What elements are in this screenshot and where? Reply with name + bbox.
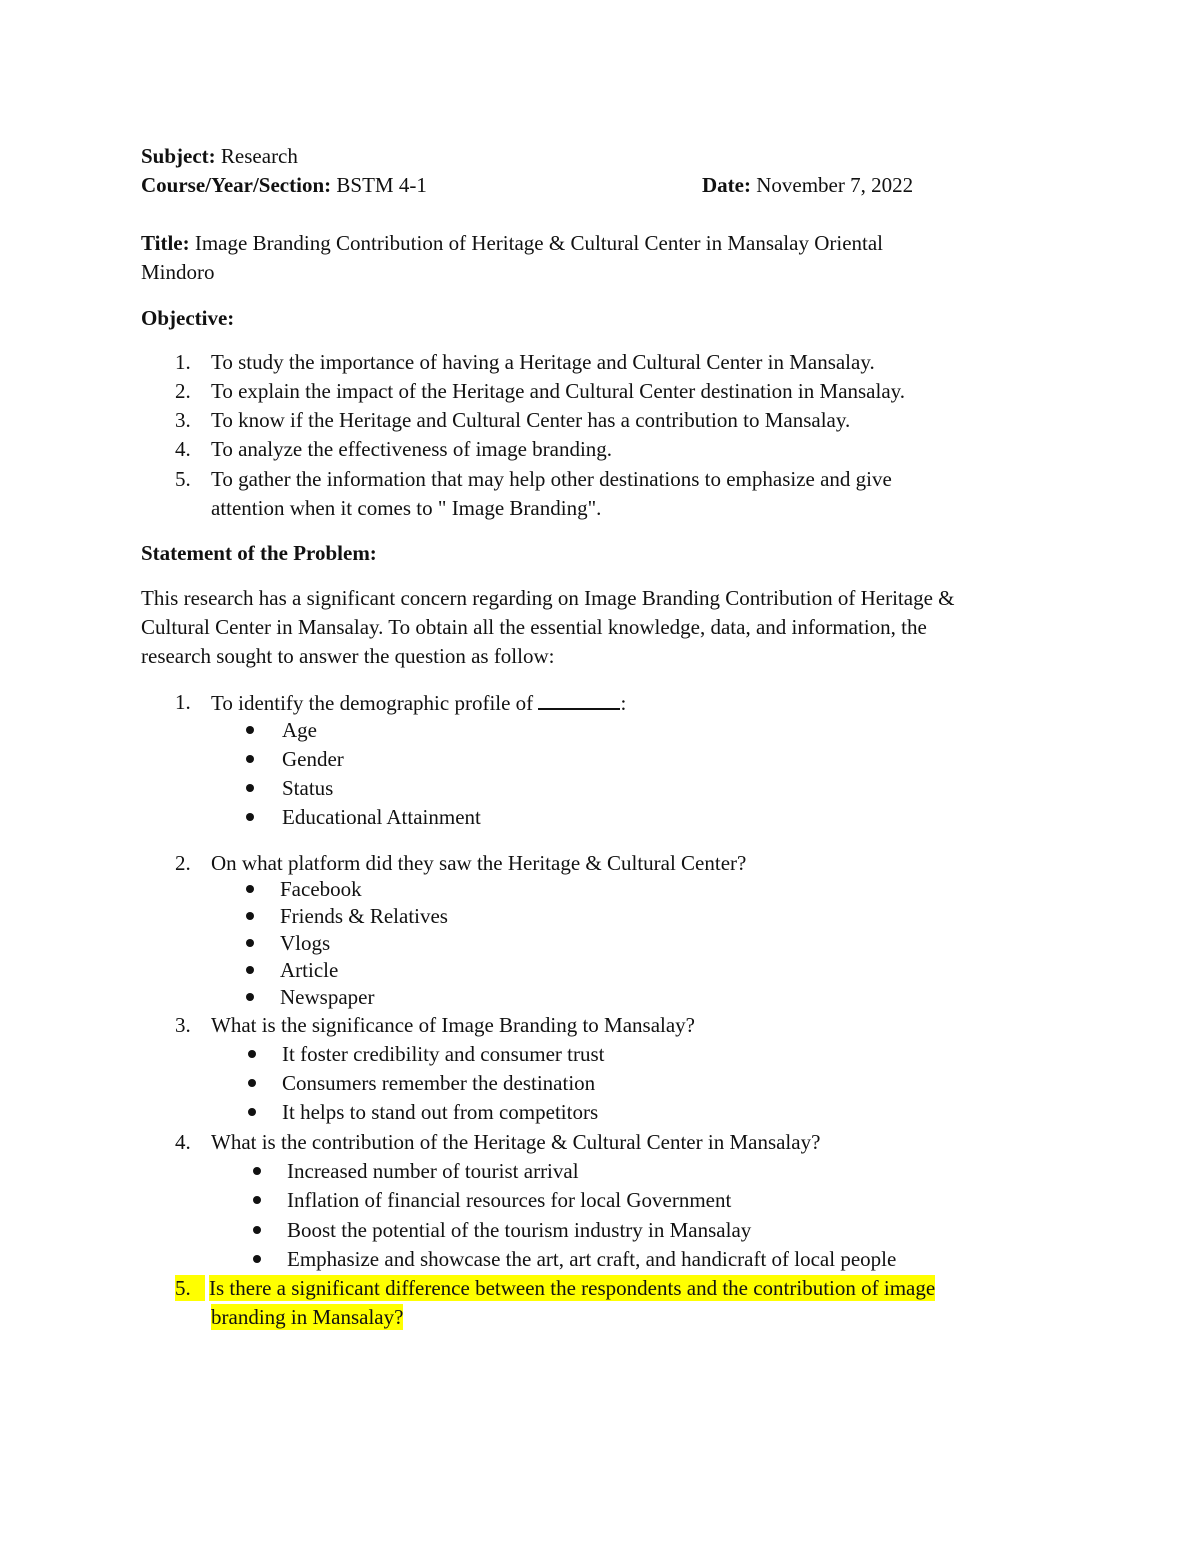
bullet-item: Friends & Relatives	[280, 904, 448, 928]
subject-label: Subject:	[141, 144, 216, 168]
list-item: To gather the information that may help other destinations to emphasize and give	[211, 467, 892, 491]
course-label: Course/Year/Section:	[141, 173, 332, 197]
bullet-dot	[253, 1167, 261, 1175]
list-number: 2.	[175, 379, 191, 403]
bullet-item: Newspaper	[280, 985, 375, 1009]
bullet-item: Increased number of tourist arrival	[287, 1159, 579, 1183]
list-number: 4.	[175, 437, 191, 461]
title-text-line1: Image Branding Contribution of Heritage & Cultural Center in Mansalay Oriental	[194, 231, 884, 255]
bullet-dot	[246, 885, 254, 893]
question-text: On what platform did they saw the Heritage & Cultural Center?	[211, 851, 747, 875]
bullet-item: Article	[280, 958, 339, 982]
bullet-item: Boost the potential of the tourism industry in Mansalay	[287, 1218, 752, 1242]
list-number: 5.	[175, 467, 191, 491]
question-text: What is the significance of Image Branding to Mansalay?	[211, 1013, 696, 1037]
bullet-dot	[246, 966, 254, 974]
bullet-item: Inflation of financial resources for local Government	[287, 1188, 732, 1212]
question-text-highlighted: Is there a significant difference between the respondents and the contribution of image	[209, 1276, 936, 1300]
bullet-dot	[246, 912, 254, 920]
subject-line	[141, 143, 298, 169]
bullet-item: Emphasize and showcase the art, art craft, and handicraft of local people	[287, 1247, 897, 1271]
date-label: Date:	[702, 173, 751, 197]
bullet-dot	[253, 1196, 261, 1204]
question-number-highlighted: 5.	[175, 1275, 205, 1301]
blank-line	[538, 689, 620, 710]
bullet-item: Vlogs	[280, 931, 331, 955]
list-number: 1.	[175, 350, 191, 374]
question-number: 3.	[175, 1013, 191, 1037]
date-value: November 7, 2022	[756, 173, 914, 197]
bullet-dot	[246, 939, 254, 947]
title-text-line2: Mindoro	[141, 260, 215, 284]
question-number: 2.	[175, 851, 191, 875]
objective-heading: Objective:	[141, 306, 235, 330]
paragraph-line: research sought to answer the question as follow:	[141, 644, 555, 668]
list-item: To explain the impact of the Heritage and Cultural Center destination in Mansalay.	[211, 379, 906, 403]
paragraph-line: This research has a significant concern regarding on Image Branding Contribution of Heritage &	[141, 586, 955, 610]
question-number: 4.	[175, 1130, 191, 1154]
list-item-continuation: attention when it comes to " Image Branding".	[211, 496, 602, 520]
bullet-item: Status	[282, 776, 334, 800]
question-text: What is the contribution of the Heritage & Cultural Center in Mansalay?	[211, 1130, 821, 1154]
bullet-dot	[246, 726, 254, 734]
bullet-dot	[253, 1255, 261, 1263]
bullet-dot	[246, 755, 254, 763]
list-item: To know if the Heritage and Cultural Center has a contribution to Mansalay.	[211, 408, 851, 432]
paragraph-line: Cultural Center in Mansalay. To obtain all the essential knowledge, data, and information, the	[141, 615, 927, 639]
list-number: 3.	[175, 408, 191, 432]
bullet-dot	[246, 993, 254, 1001]
bullet-item: It foster credibility and consumer trust	[282, 1042, 605, 1066]
bullet-item: Gender	[282, 747, 344, 771]
subject-value: Research	[220, 144, 298, 168]
course-line	[141, 172, 427, 198]
question-text: To identify the demographic profile of :	[211, 690, 627, 715]
course-value: BSTM 4-1	[336, 173, 427, 197]
bullet-dot	[246, 784, 254, 792]
date-line	[702, 172, 913, 198]
question-number: 1.	[175, 690, 191, 714]
bullet-dot	[253, 1226, 261, 1234]
bullet-item: Consumers remember the destination	[282, 1071, 596, 1095]
bullet-item: Facebook	[280, 877, 362, 901]
problem-heading: Statement of the Problem:	[141, 541, 377, 565]
bullet-item: It helps to stand out from competitors	[282, 1100, 599, 1124]
question-text-highlighted-continuation: branding in Mansalay?	[211, 1305, 404, 1329]
bullet-dot	[248, 1079, 256, 1087]
bullet-dot	[246, 813, 254, 821]
bullet-dot	[248, 1108, 256, 1116]
bullet-item: Educational Attainment	[282, 805, 481, 829]
title-line	[141, 230, 883, 256]
title-label: Title:	[141, 231, 190, 255]
list-item: To study the importance of having a Heritage and Cultural Center in Mansalay.	[211, 350, 875, 374]
bullet-item: Age	[282, 718, 317, 742]
bullet-dot	[248, 1050, 256, 1058]
list-item: To analyze the effectiveness of image branding.	[211, 437, 613, 461]
